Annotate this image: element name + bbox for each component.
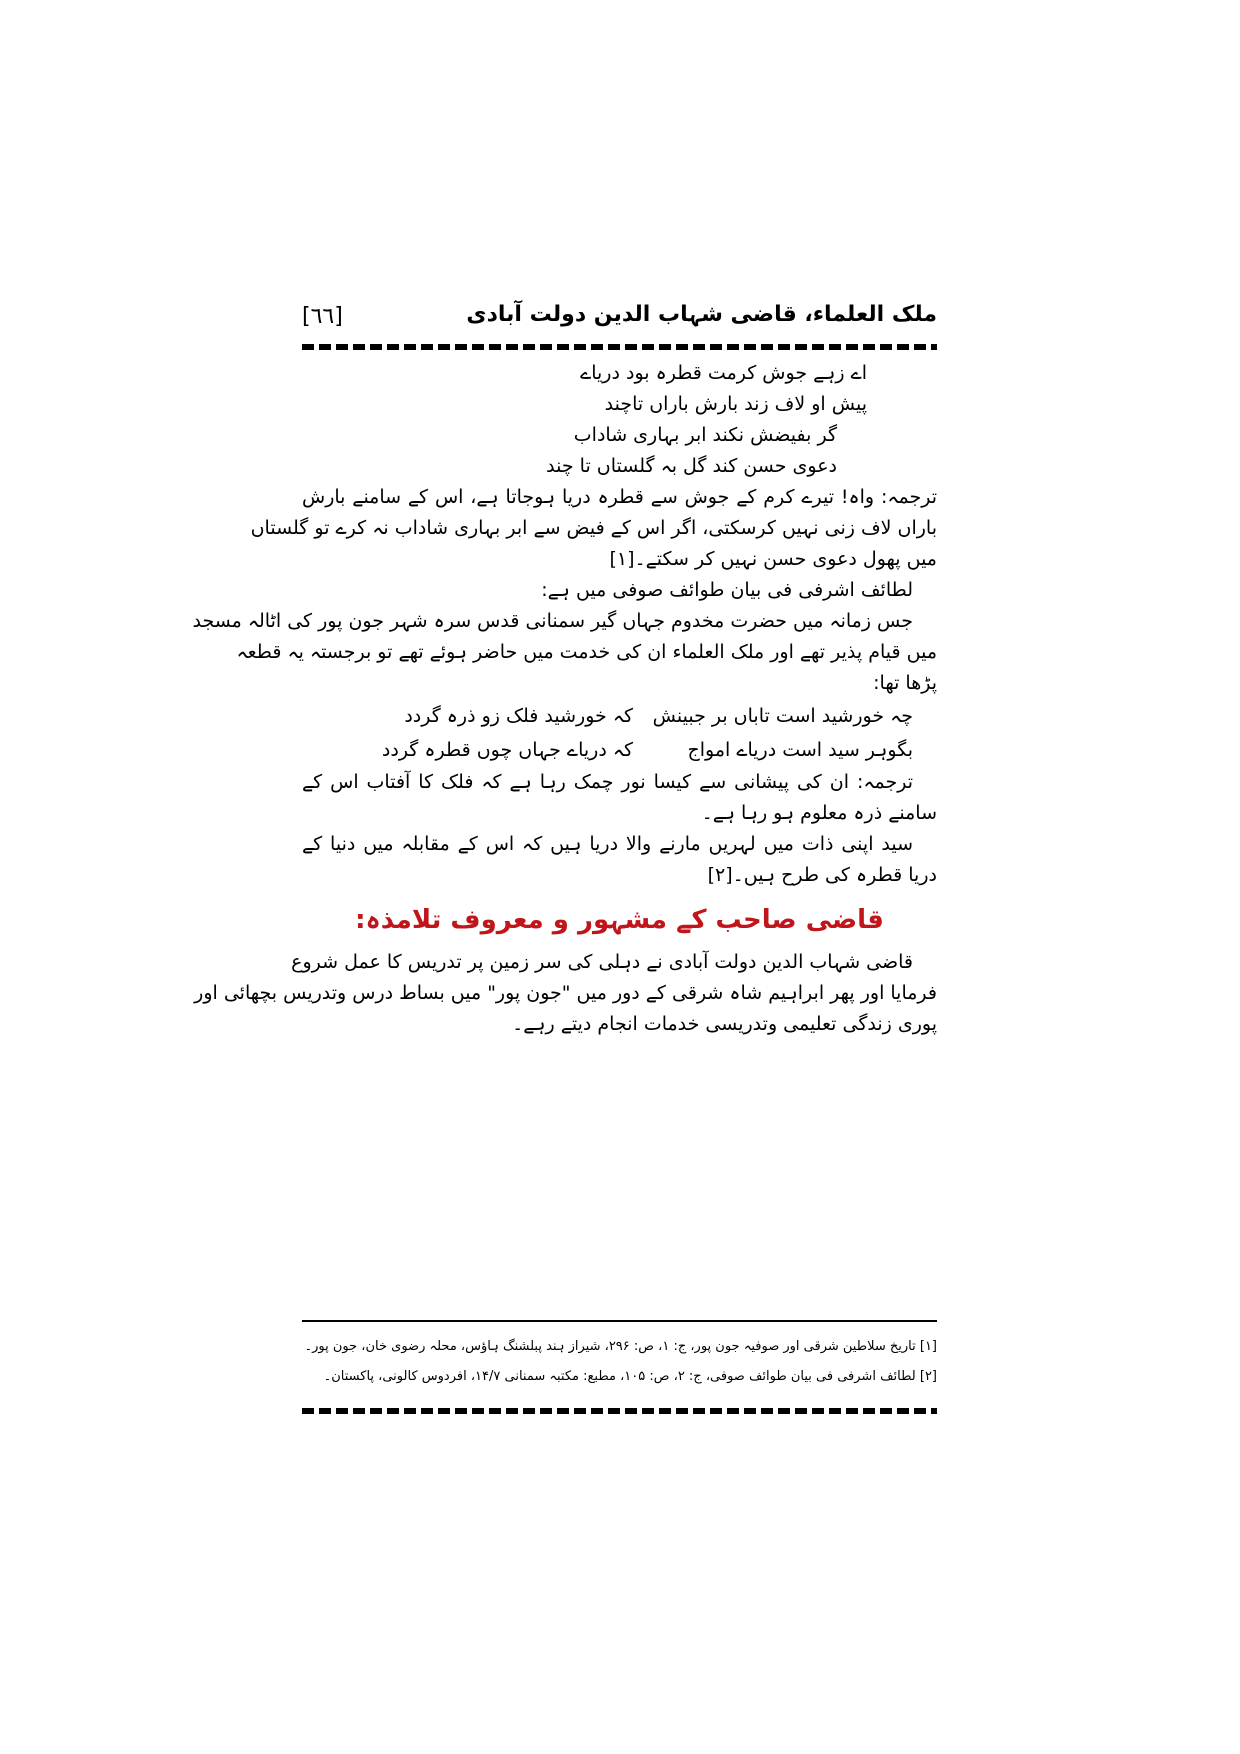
footnote: [۱] تاریخ سلاطین شرقی اور صوفیہ جون پور، ج: ۱، ص: ۲۹۶، شیراز ہند پبلشنگ ہاؤس، محلہ رضوی خان، جون پور۔ [304,1339,937,1354]
couplet-hemistich: کہ خورشید فلک زو ذرہ گردد [404,705,633,727]
verse-line: پیش او لاف زند بارش باراں تاچند [604,393,867,415]
footnote: [۲] لطائف اشرفی فی بیان طوائف صوفی، ج: ۲، ص: ۱۰۵، مطبع: مکتبہ سمنانی ۱۴/۷، افردوس کالونی، پاکستان۔ [323,1369,937,1384]
footnotes [302,1332,937,1392]
running-title: ملک العلماء، قاضی شہاب الدین دولت آبادی [466,302,937,327]
paragraph-line: سامنے ذرہ معلوم ہو رہا ہے۔ [701,802,937,824]
footnote-divider [302,1320,937,1322]
couplet-block [302,699,937,767]
couplet-hemistich: بگوہر سید است دریاے امواج [687,739,913,761]
translation-paragraph [302,767,937,829]
section-paragraph [194,947,937,1040]
persian-verses [302,358,937,482]
couplet-hemistich: چہ خورشید است تاباں بر جبینش [652,705,913,727]
paragraph-line: فرمایا اور پھر ابراہیم شاہ شرقی کے دور میں "جون پور" میں بساط درس وتدریس بچھائی اور [194,982,937,1004]
paragraph-line: میں قیام پذیر تھے اور ملک العلماء ان کی خدمت میں حاضر ہوئے تھے تو برجستہ یہ قطعہ [236,641,937,663]
translation-paragraph [302,829,937,891]
paragraph-line: سید اپنی ذات میں لہریں مارنے والا دریا ہیں کہ اس کے مقابلہ میں دنیا کے [302,833,913,855]
paragraph-line: پڑھا تھا: [873,672,937,694]
running-header [302,300,937,340]
narrative-paragraph [192,606,937,699]
paragraph-line: جس زمانہ میں حضرت مخدوم جہاں گیر سمنانی قدس سرہ شہر جون پور کی اٹالہ مسجد [192,610,913,632]
page-body [192,358,937,1040]
section-heading: قاضی صاحب کے مشہور و معروف تلامذہ: [355,905,884,935]
paragraph-line: پوری زندگی تعلیمی وتدریسی خدمات انجام دیتے رہے۔ [512,1013,937,1035]
couplet-row [302,733,937,767]
footer-dashed-divider [302,1408,937,1414]
couplet-hemistich: کہ دریاے جہاں چوں قطرہ گردد [381,739,633,761]
verse-line: گر بفیضش نکند ابر بہاری شاداب [573,424,837,446]
verse-line: اے زہے جوش کرمت قطرہ بود دریاے [580,362,867,384]
paragraph-line: باراں لاف زنی نہیں کرسکتی، اگر اس کے فیض سے ابر بہاری شاداب نہ کرے تو گلستاں [250,517,937,539]
paragraph-line: ترجمہ: ان کی پیشانی سے کیسا نور چمک رہا ہے کہ فلک کا آفتاب اس کے [302,771,913,793]
paragraph-line: میں پھول دعوی حسن نہیں کر سکتے۔[۱] [609,548,937,570]
translation-paragraph [250,482,937,575]
page-number: [٦٦] [302,304,343,329]
verse-line: دعوی حسن کند گل بہ گلستاں تا چند [546,455,837,477]
quote-intro: لطائف اشرفی فی بیان طوائف صوفی میں ہے: [541,579,913,601]
paragraph-line: قاضی شہاب الدین دولت آبادی نے دہلی کی سر زمین پر تدریس کا عمل شروع [291,951,913,973]
paragraph-line: دریا قطرہ کی طرح ہیں۔[۲] [707,864,937,886]
couplet-row [302,699,937,733]
header-dashed-divider [302,344,937,350]
book-page [192,300,937,1420]
paragraph-line: ترجمہ: واہ! تیرے کرم کے جوش سے قطرہ دریا ہوجاتا ہے، اس کے سامنے بارش [302,486,937,508]
